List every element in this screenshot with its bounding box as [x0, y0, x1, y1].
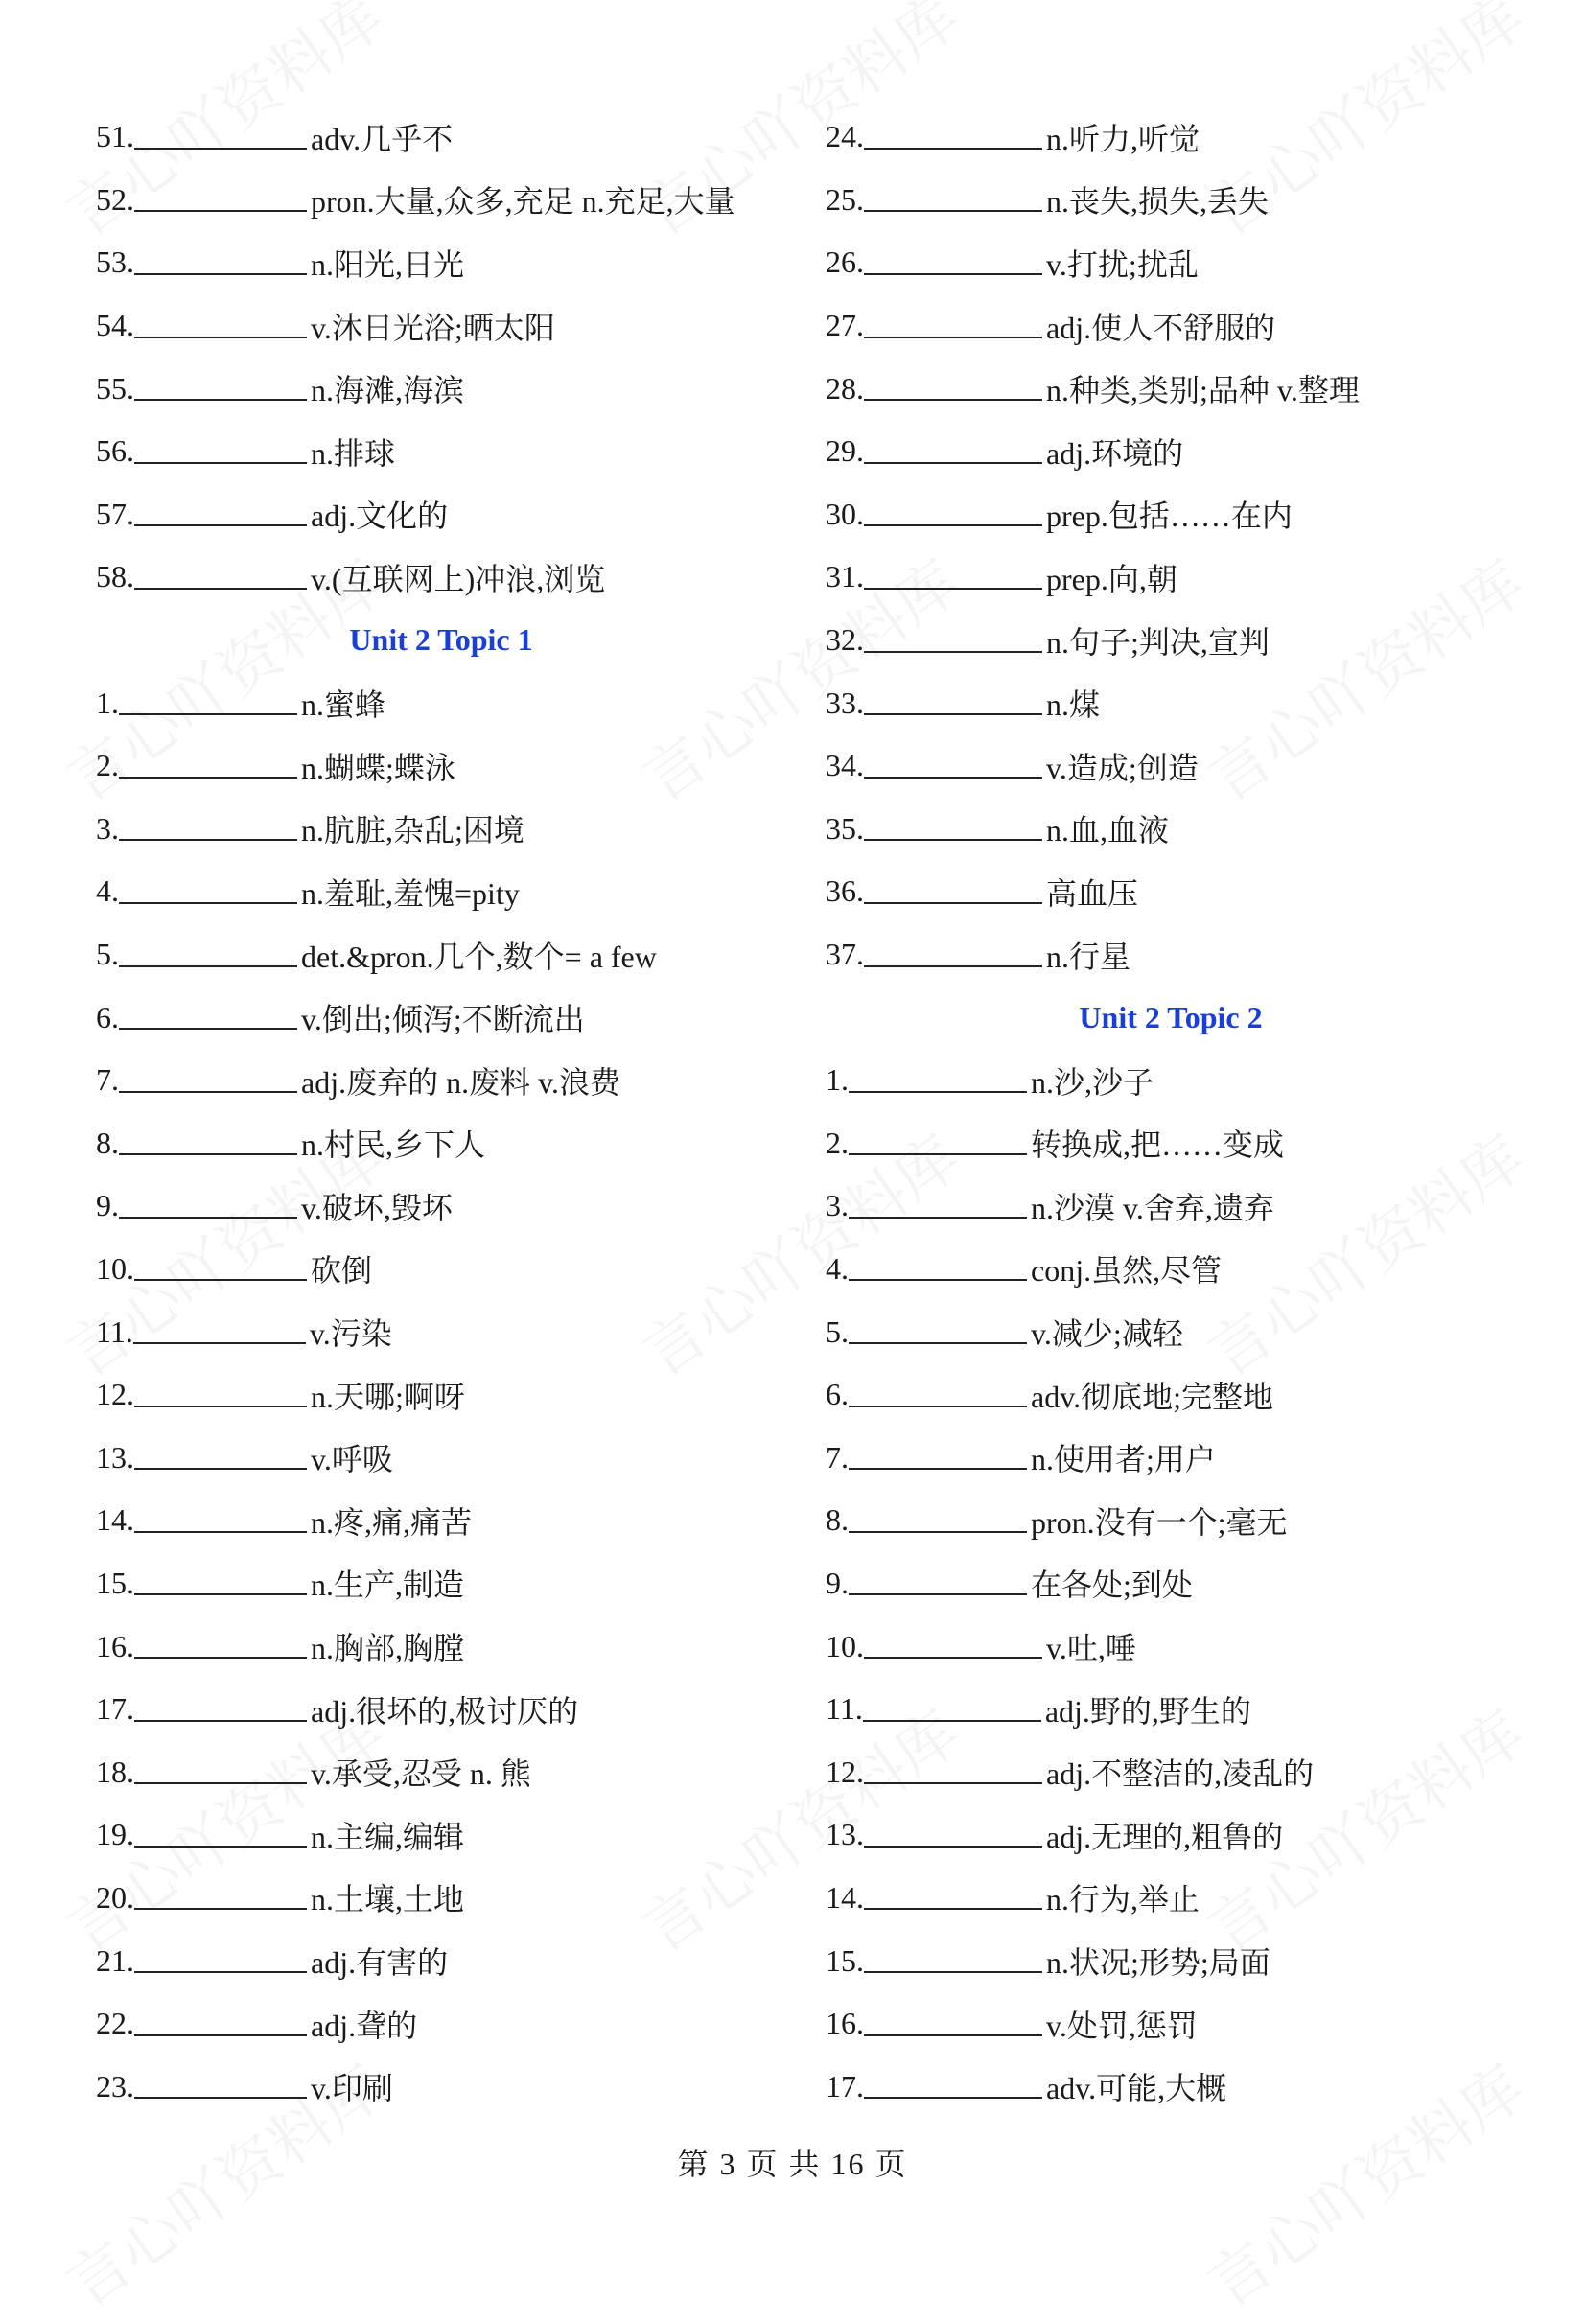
item-definition: v.承受,忍受 n. 熊 — [311, 1756, 531, 1792]
item-definition: n.煤 — [1046, 687, 1101, 723]
item-definition: n.生产,制造 — [311, 1568, 465, 1603]
vocab-item — [826, 1803, 1516, 1867]
item-definition: n.排球 — [311, 435, 396, 471]
answer-blank[interactable] — [134, 588, 307, 590]
item-number: 26. — [826, 244, 864, 280]
answer-blank[interactable] — [864, 965, 1042, 967]
vocab-item — [96, 986, 786, 1049]
vocab-item — [96, 1929, 786, 1992]
answer-blank[interactable] — [864, 399, 1042, 401]
item-number: 12. — [96, 1377, 134, 1412]
vocab-item — [96, 1803, 786, 1867]
answer-blank[interactable] — [864, 2097, 1042, 2099]
answer-blank[interactable] — [134, 524, 307, 526]
item-definition: n.村民,乡下人 — [301, 1127, 486, 1163]
vocab-item — [826, 105, 1516, 169]
vocab-item — [826, 1426, 1516, 1489]
item-definition: n.肮脏,杂乱;困境 — [301, 813, 524, 848]
vocab-item — [96, 1049, 786, 1112]
answer-blank[interactable] — [133, 1342, 306, 1344]
vocab-item — [826, 357, 1516, 420]
answer-blank[interactable] — [864, 210, 1042, 212]
item-definition: det.&pron.几个,数个= a few — [301, 939, 657, 974]
answer-blank[interactable] — [864, 902, 1042, 904]
item-number: 12. — [826, 1754, 864, 1789]
item-definition: conj.虽然,尽管 — [1031, 1253, 1223, 1289]
vocab-item — [826, 1740, 1516, 1803]
vocab-item — [96, 420, 786, 483]
answer-blank[interactable] — [119, 777, 297, 779]
answer-blank[interactable] — [849, 1342, 1027, 1344]
answer-blank[interactable] — [864, 588, 1042, 590]
vocab-item — [826, 1992, 1516, 2056]
item-definition: adv.可能,大概 — [1046, 2071, 1227, 2106]
item-definition: n.蝴蝶;蝶泳 — [301, 750, 455, 785]
item-definition: 转换成,把……变成 — [1031, 1127, 1285, 1163]
vocab-item — [96, 1363, 786, 1427]
item-number: 3. — [96, 810, 119, 846]
vocab-item — [826, 860, 1516, 923]
item-definition: n.胸部,胸膛 — [311, 1631, 465, 1666]
item-definition: n.蜜蜂 — [301, 687, 386, 723]
item-definition: n.状况;形势;局面 — [1046, 1945, 1270, 1981]
vocab-item — [96, 671, 786, 734]
vocab-item — [826, 420, 1516, 483]
item-number: 25. — [826, 181, 864, 217]
vocab-item — [96, 1112, 786, 1175]
item-definition: n.血,血液 — [1046, 813, 1170, 848]
answer-blank[interactable] — [864, 1657, 1042, 1659]
vocab-item — [96, 169, 786, 232]
item-number: 16. — [826, 2006, 864, 2041]
item-definition: n.听力,听觉 — [1046, 121, 1200, 156]
item-definition: adv.彻底地;完整地 — [1031, 1379, 1274, 1414]
item-number: 16. — [96, 1628, 134, 1663]
item-number: 24. — [826, 119, 864, 154]
item-number: 23. — [96, 2068, 134, 2103]
item-number: 1. — [826, 1062, 849, 1098]
answer-blank[interactable] — [134, 1531, 307, 1533]
item-definition: v.吐,唾 — [1046, 1631, 1136, 1666]
answer-blank[interactable] — [134, 1908, 307, 1910]
answer-blank[interactable] — [864, 337, 1042, 338]
vocab-item — [96, 546, 786, 609]
item-definition: v.倒出;倾泻;不断流出 — [301, 1002, 585, 1037]
answer-blank[interactable] — [134, 1279, 307, 1281]
item-number: 14. — [826, 1879, 864, 1915]
item-definition: v.打扰;扰乱 — [1046, 246, 1199, 282]
answer-blank[interactable] — [119, 839, 297, 841]
vocab-item — [826, 1552, 1516, 1615]
item-definition: pron.大量,众多,充足 n.充足,大量 — [311, 184, 735, 220]
answer-blank[interactable] — [134, 148, 307, 150]
item-number: 14. — [96, 1502, 134, 1538]
item-number: 37. — [826, 937, 864, 972]
answer-blank[interactable] — [119, 713, 297, 715]
item-definition: adj.使人不舒服的 — [1046, 310, 1276, 345]
item-definition: adj.文化的 — [311, 499, 449, 534]
item-number: 27. — [826, 308, 864, 343]
answer-blank[interactable] — [864, 651, 1042, 653]
answer-blank[interactable] — [134, 1720, 307, 1722]
item-number: 10. — [96, 1250, 134, 1286]
item-definition: n.疼,痛,痛苦 — [311, 1504, 473, 1540]
vocab-item — [96, 1489, 786, 1552]
vocab-item — [96, 923, 786, 987]
answer-blank[interactable] — [134, 1782, 307, 1784]
item-number: 9. — [96, 1188, 119, 1223]
item-definition: n.阳光,日光 — [311, 246, 465, 282]
item-definition: n.沙漠 v.舍弃,遗弃 — [1031, 1190, 1274, 1225]
item-definition: v.减少;减轻 — [1031, 1316, 1183, 1352]
item-number: 22. — [96, 2006, 134, 2041]
item-definition: v.污染 — [309, 1316, 392, 1352]
answer-blank[interactable] — [849, 1531, 1027, 1533]
answer-blank[interactable] — [134, 399, 307, 401]
answer-blank[interactable] — [864, 777, 1042, 779]
vocab-item — [826, 1300, 1516, 1363]
answer-blank[interactable] — [863, 1720, 1041, 1722]
item-number: 6. — [826, 1377, 849, 1412]
item-number: 57. — [96, 496, 134, 531]
vocab-item — [826, 671, 1516, 734]
answer-blank[interactable] — [864, 1971, 1042, 1973]
item-definition: adj.不整洁的,凌乱的 — [1046, 1756, 1315, 1792]
answer-blank[interactable] — [134, 1657, 307, 1659]
item-definition: v.呼吸 — [311, 1442, 393, 1477]
vocab-item — [826, 1867, 1516, 1930]
answer-blank[interactable] — [864, 462, 1042, 464]
vocab-item — [96, 483, 786, 546]
vocab-item — [826, 294, 1516, 358]
vocab-item — [96, 1174, 786, 1238]
answer-blank[interactable] — [134, 1846, 307, 1848]
item-number: 55. — [96, 370, 134, 406]
item-definition: n.使用者;用户 — [1031, 1442, 1216, 1477]
item-number: 21. — [96, 1942, 134, 1978]
item-number: 58. — [96, 559, 134, 594]
item-number: 28. — [826, 370, 864, 406]
item-number: 36. — [826, 873, 864, 909]
item-definition: adv.几乎不 — [311, 121, 454, 156]
item-definition: v.沐日光浴;晒太阳 — [311, 310, 555, 345]
item-number: 51. — [96, 119, 134, 154]
answer-blank[interactable] — [134, 2034, 307, 2036]
answer-blank[interactable] — [864, 148, 1042, 150]
item-definition: 在各处;到处 — [1031, 1568, 1193, 1603]
item-number: 8. — [826, 1502, 849, 1538]
vocab-item — [826, 1049, 1516, 1112]
vocab-item — [826, 798, 1516, 861]
item-number: 9. — [826, 1565, 849, 1600]
item-definition: n.丧失,损失,丢失 — [1046, 184, 1270, 220]
item-definition: n.行为,举止 — [1046, 1882, 1200, 1917]
item-number: 15. — [826, 1942, 864, 1978]
item-number: 4. — [96, 873, 119, 909]
item-definition: adj.无理的,粗鲁的 — [1046, 1819, 1284, 1854]
item-number: 31. — [826, 559, 864, 594]
item-definition: v.造成;创造 — [1046, 750, 1199, 785]
answer-blank[interactable] — [849, 1406, 1027, 1407]
item-number: 10. — [826, 1628, 864, 1663]
item-definition: pron.没有一个;毫无 — [1031, 1504, 1288, 1540]
item-number: 18. — [96, 1754, 134, 1789]
item-number: 32. — [826, 622, 864, 658]
vocab-item — [826, 1363, 1516, 1427]
answer-blank[interactable] — [134, 273, 307, 275]
vocab-item — [96, 1992, 786, 2056]
item-number: 30. — [826, 496, 864, 531]
item-definition: v.破坏,毁坏 — [301, 1190, 453, 1225]
item-definition: 高血压 — [1046, 875, 1139, 911]
vocab-item — [826, 546, 1516, 609]
vocab-item — [96, 734, 786, 798]
answer-blank[interactable] — [119, 902, 297, 904]
item-definition: n.行星 — [1046, 939, 1131, 974]
item-definition: prep.包括……在内 — [1046, 499, 1293, 534]
answer-blank[interactable] — [134, 1593, 307, 1595]
item-number: 52. — [96, 181, 134, 217]
item-definition: v.(互联网上)冲浪,浏览 — [311, 561, 606, 596]
vocab-item — [826, 169, 1516, 232]
answer-blank[interactable] — [864, 713, 1042, 715]
vocab-item — [826, 609, 1516, 672]
left-column — [96, 105, 786, 2118]
answer-blank[interactable] — [849, 1217, 1027, 1219]
item-definition: adj.有害的 — [311, 1945, 449, 1981]
item-number: 4. — [826, 1250, 849, 1286]
item-number: 17. — [826, 2068, 864, 2103]
item-definition: n.句子;判决,宣判 — [1046, 624, 1270, 660]
answer-blank[interactable] — [864, 273, 1042, 275]
page-footer: 第 3 页 共 16 页 — [677, 2147, 908, 2181]
vocab-item — [826, 1489, 1516, 1552]
vocab-item — [826, 1174, 1516, 1238]
answer-blank[interactable] — [119, 1091, 297, 1093]
item-number: 17. — [96, 1691, 134, 1727]
item-definition: adj.废弃的 n.废料 v.浪费 — [301, 1064, 621, 1100]
item-number: 1. — [96, 685, 119, 720]
item-number: 5. — [96, 937, 119, 972]
item-definition: n.海滩,海滨 — [311, 373, 465, 408]
answer-blank[interactable] — [849, 1593, 1027, 1595]
vocab-item — [96, 357, 786, 420]
item-definition: adj.野的,野生的 — [1044, 1693, 1251, 1729]
vocab-item — [826, 1615, 1516, 1678]
vocab-item — [96, 231, 786, 294]
vocab-item — [826, 1678, 1516, 1741]
vocab-item — [96, 1426, 786, 1489]
item-number: 11. — [826, 1691, 863, 1727]
item-number: 33. — [826, 685, 864, 720]
vocab-item — [826, 1112, 1516, 1175]
vocab-item — [96, 1678, 786, 1741]
item-definition: n.土壤,土地 — [311, 1882, 465, 1917]
item-definition: n.羞耻,羞愧=pity — [301, 875, 520, 911]
right-column — [826, 105, 1516, 2118]
answer-blank[interactable] — [134, 1468, 307, 1470]
answer-blank[interactable] — [134, 1406, 307, 1407]
vocab-item — [826, 2055, 1516, 2118]
vocab-item — [96, 1238, 786, 1301]
item-definition: v.处罚,惩罚 — [1046, 2008, 1198, 2043]
answer-blank[interactable] — [134, 462, 307, 464]
item-number: 13. — [826, 1817, 864, 1852]
item-number: 29. — [826, 433, 864, 469]
item-number: 20. — [96, 1879, 134, 1915]
answer-blank[interactable] — [849, 1279, 1027, 1281]
vocab-item — [96, 1740, 786, 1803]
item-definition: prep.向,朝 — [1046, 561, 1177, 596]
vocab-item — [96, 1867, 786, 1930]
answer-blank[interactable] — [134, 2097, 307, 2099]
answer-blank[interactable] — [864, 524, 1042, 526]
item-number: 53. — [96, 244, 134, 280]
item-definition: n.天哪;啊呀 — [311, 1379, 465, 1414]
answer-blank[interactable] — [864, 1908, 1042, 1910]
answer-blank[interactable] — [849, 1091, 1027, 1093]
item-definition: adj.很坏的,极讨厌的 — [311, 1693, 579, 1729]
answer-blank[interactable] — [134, 1971, 307, 1973]
item-definition: v.印刷 — [311, 2071, 393, 2106]
item-number: 8. — [96, 1125, 119, 1160]
item-definition: adj.环境的 — [1046, 435, 1184, 471]
item-number: 5. — [826, 1313, 849, 1349]
answer-blank[interactable] — [119, 1217, 297, 1219]
vocab-item — [826, 483, 1516, 546]
answer-blank[interactable] — [119, 1153, 297, 1155]
item-definition: adj.聋的 — [311, 2008, 418, 2043]
section-heading: Unit 2 Topic 2 — [1079, 999, 1263, 1034]
section-heading: Unit 2 Topic 1 — [349, 622, 533, 658]
vocab-item — [96, 798, 786, 861]
item-definition: 砍倒 — [311, 1253, 373, 1289]
item-number: 7. — [826, 1439, 849, 1475]
item-definition: n.沙,沙子 — [1031, 1064, 1154, 1100]
item-number: 13. — [96, 1439, 134, 1475]
item-number: 34. — [826, 748, 864, 783]
vocab-item — [826, 1238, 1516, 1301]
vocab-item — [96, 1552, 786, 1615]
item-number: 3. — [826, 1188, 849, 1223]
item-number: 35. — [826, 810, 864, 846]
vocab-item — [826, 231, 1516, 294]
item-number: 2. — [96, 748, 119, 783]
item-definition: n.种类,类别;品种 v.整理 — [1046, 373, 1360, 408]
answer-blank[interactable] — [119, 1028, 297, 1030]
item-definition: n.主编,编辑 — [311, 1819, 465, 1854]
answer-blank[interactable] — [849, 1468, 1027, 1470]
vocab-item — [826, 923, 1516, 987]
item-number: 54. — [96, 308, 134, 343]
item-number: 11. — [96, 1313, 133, 1349]
answer-blank[interactable] — [134, 210, 307, 212]
vocab-item — [96, 105, 786, 169]
vocab-item — [96, 860, 786, 923]
answer-blank[interactable] — [119, 965, 297, 967]
vocab-item — [826, 1929, 1516, 1992]
vocab-item — [96, 1615, 786, 1678]
vocab-item — [96, 1300, 786, 1363]
answer-blank[interactable] — [864, 1846, 1042, 1848]
item-number: 56. — [96, 433, 134, 469]
answer-blank[interactable] — [849, 1153, 1027, 1155]
item-number: 6. — [96, 999, 119, 1034]
vocab-item — [96, 294, 786, 358]
vocab-item — [96, 2055, 786, 2118]
item-number: 2. — [826, 1125, 849, 1160]
vocab-item — [826, 734, 1516, 798]
answer-blank[interactable] — [864, 2034, 1042, 2036]
answer-blank[interactable] — [864, 1782, 1042, 1784]
item-number: 19. — [96, 1817, 134, 1852]
item-number: 15. — [96, 1565, 134, 1600]
answer-blank[interactable] — [134, 337, 307, 338]
answer-blank[interactable] — [864, 839, 1042, 841]
item-number: 7. — [96, 1062, 119, 1098]
